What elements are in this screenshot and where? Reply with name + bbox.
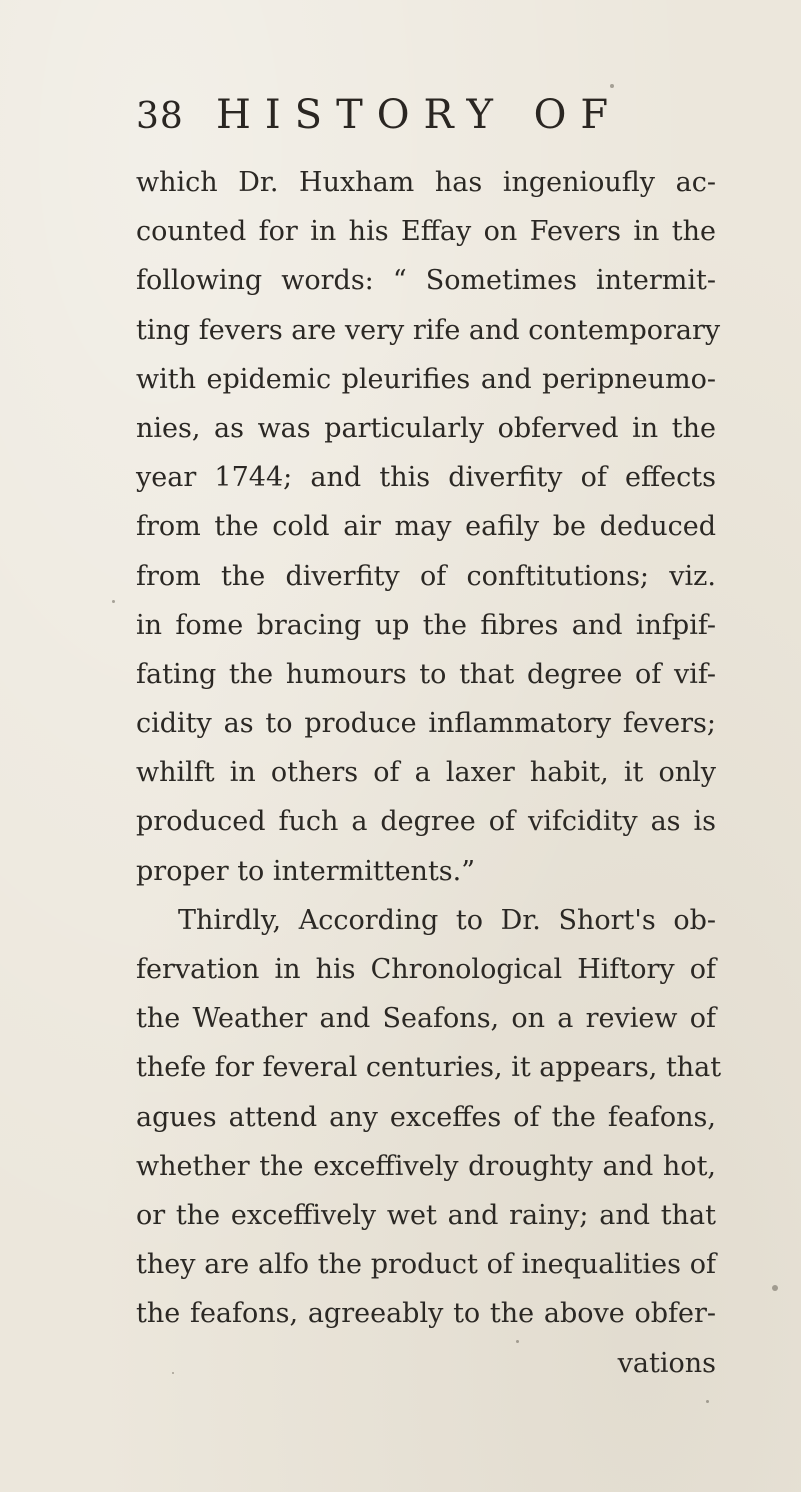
text-line: counted for in his Effay on Fevers in the [136, 216, 716, 248]
text-line: the Weather and Seafons, on a review of [136, 1003, 716, 1035]
paper-speck [112, 600, 115, 603]
text-line: they are alfo the product of inequalities of [136, 1249, 716, 1281]
catchword: vations [617, 1347, 716, 1379]
paper-speck [172, 1372, 174, 1374]
text-line: fating the humours to that degree of vif- [136, 658, 716, 690]
text-line: with epidemic pleurifies and peripneumo- [136, 363, 716, 395]
text-line: agues attend any exceffes of the feafons, [136, 1101, 716, 1133]
text-line: whilft in others of a laxer habit, it only [136, 757, 716, 789]
text-line: produced fuch a degree of vifcidity as is [136, 806, 716, 838]
page-number: 38 [136, 96, 184, 137]
text-line: thefe for feveral centuries, it appears, that [136, 1052, 722, 1084]
text-line: following words: “ Sometimes intermit- [136, 265, 716, 297]
paper-speck [516, 1340, 519, 1343]
paper-speck [610, 84, 614, 88]
text-line: proper to intermittents.” [136, 855, 476, 887]
text-line: whether the exceffively droughty and hot, [136, 1150, 716, 1182]
text-line: fervation in his Chronological Hiftory of [136, 954, 716, 985]
text-line: from the diverfity of conftitutions; viz. [136, 560, 716, 592]
text-line: ting fevers are very rife and contemporary [136, 314, 721, 346]
text-line: the feafons, agreeably to the above obfer- [136, 1298, 716, 1330]
text-line: year 1744; and this diverfity of effects [136, 462, 716, 494]
text-line: from the cold air may eafily be deduced [136, 511, 716, 543]
running-head: HISTORY OF [216, 92, 623, 138]
text-line: cidity as to produce inflammatory fevers; [136, 708, 716, 740]
body-text [136, 158, 722, 1388]
text-line: in fome bracing up the fibres and infpif- [136, 609, 716, 641]
text-line: Thirdly, According to Dr. Short's ob- [178, 904, 716, 936]
text-line: or the exceffively wet and rainy; and that [136, 1199, 716, 1231]
text-line: which Dr. Huxham has ingenioufly ac- [136, 167, 716, 198]
paper-speck [706, 1400, 709, 1403]
paper-speck [772, 1285, 778, 1291]
text-line: nies, as was particularly obferved in the [136, 412, 716, 444]
